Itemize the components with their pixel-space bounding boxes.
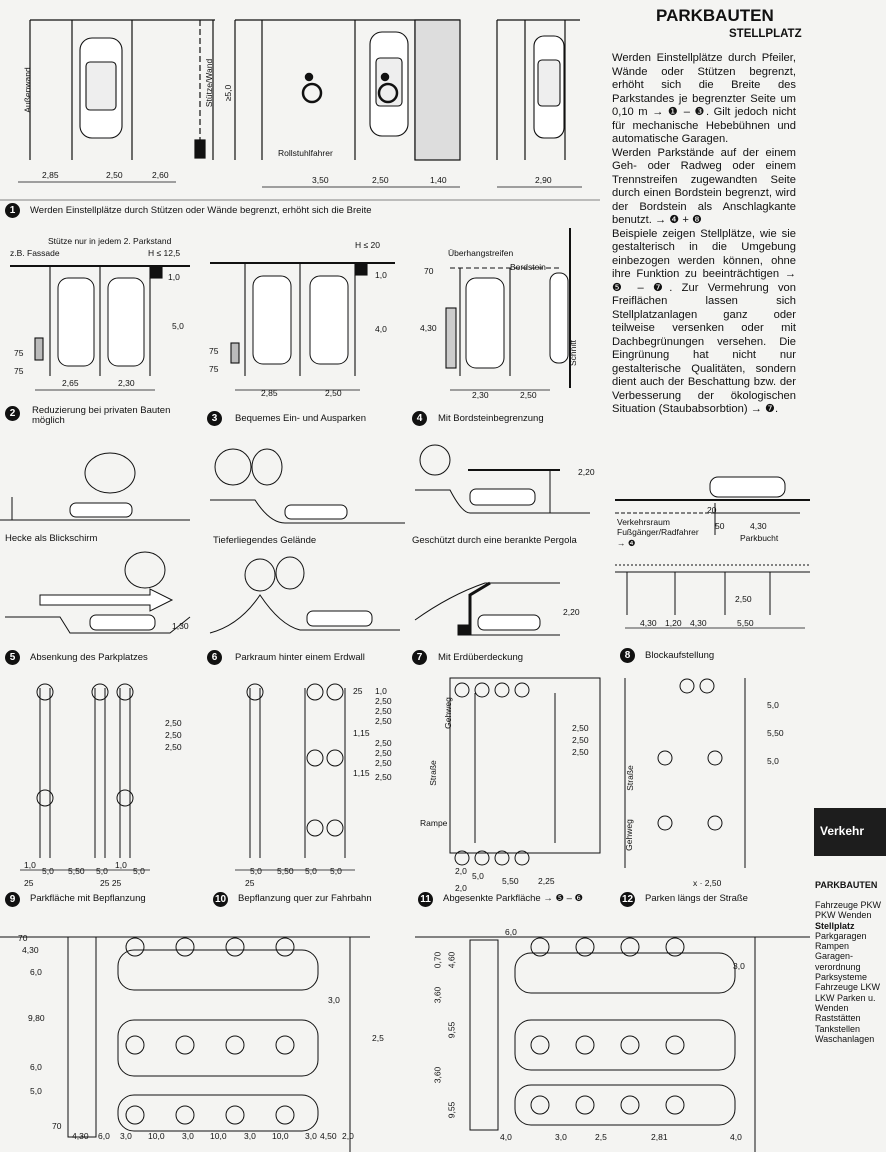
dim: 4,0 xyxy=(375,324,387,334)
wheelchair-label: Rollstuhlfahrer xyxy=(278,148,333,158)
figure-number: 4 xyxy=(412,411,427,426)
dim: 2,20 xyxy=(578,467,595,477)
sketch-caption: Hecke als Blickschirm xyxy=(5,533,98,544)
dim: 3,0 xyxy=(328,995,340,1005)
dim: 70 xyxy=(52,1121,62,1131)
dim: 1,0 xyxy=(168,272,180,282)
figure-number: 10 xyxy=(214,894,227,905)
side-nav-item[interactable]: Parkgaragen xyxy=(815,930,867,941)
figure-10 xyxy=(205,678,405,908)
sketch-drawing xyxy=(205,445,405,545)
dim: 2,50 xyxy=(375,758,392,768)
side-nav-heading: PARKBAUTEN xyxy=(815,880,878,890)
dim: 9,55 xyxy=(446,1021,457,1039)
dim: 10,0 xyxy=(210,1131,227,1141)
dim: 2,5 xyxy=(595,1132,607,1142)
figure-number: 9 xyxy=(5,892,20,907)
traffic-label: Verkehrsraum xyxy=(617,517,670,527)
figure-number: 11 xyxy=(418,892,433,907)
dim: 70 xyxy=(424,266,434,276)
dim: 4,30 xyxy=(690,618,707,628)
sketch-bay-section xyxy=(615,455,810,565)
body-text xyxy=(612,52,796,417)
dim: 5,0 xyxy=(472,871,484,881)
dim: 5,50 xyxy=(737,618,754,628)
dim: 3,0 xyxy=(305,1131,317,1141)
dim: 5,0 xyxy=(767,700,779,710)
sketch-hedge xyxy=(0,445,200,545)
dim: 2,20 xyxy=(563,607,580,617)
figure-caption: Werden Einstellplätze durch Stützen oder Wände begrenzt, erhöht sich die Breite xyxy=(30,205,372,216)
dim: 1,0 xyxy=(24,860,36,870)
figure-4 xyxy=(410,228,605,428)
dim: 3,0 xyxy=(182,1131,194,1141)
dim: 2,50 xyxy=(372,175,389,185)
side-nav-item[interactable]: Rampen xyxy=(815,941,850,952)
dim: 2,50 xyxy=(375,706,392,716)
side-nav-item[interactable]: PKW Wenden xyxy=(815,910,872,921)
dim: 2,65 xyxy=(62,378,79,388)
dim: 4,30 xyxy=(420,323,437,333)
dim: 10,0 xyxy=(148,1131,165,1141)
height-label: ≥5,0 xyxy=(223,84,234,102)
figure-number: 8 xyxy=(620,648,635,663)
dim: 5,0 xyxy=(250,866,262,876)
dim: x · 2,50 xyxy=(693,878,722,888)
chapter-tab-label: Verkehr xyxy=(820,824,865,838)
dim: 5,0 xyxy=(767,756,779,766)
dim: 5,50 xyxy=(502,876,519,886)
dim: 2,50 xyxy=(572,723,589,733)
chapter-tab[interactable] xyxy=(814,808,886,856)
dim: 2,25 xyxy=(538,876,555,886)
figure-number: 3 xyxy=(207,411,222,426)
dim: 20 xyxy=(707,505,717,515)
pedestrian-label: Fußgänger/Radfahrer xyxy=(617,527,699,537)
figure-number: 7 xyxy=(412,650,427,665)
dim: 2,81 xyxy=(651,1132,668,1142)
dim: 4,30 xyxy=(22,945,39,955)
figure-number: 1 xyxy=(5,203,20,218)
side-nav-item[interactable]: verordnung xyxy=(815,961,861,972)
curb-label: Bordstein xyxy=(510,262,546,272)
tree-icon xyxy=(531,938,684,1114)
note-label: Stütze nur in jedem 2. Parkstand xyxy=(48,236,172,246)
dim: 2,50 xyxy=(375,696,392,706)
body-paragraph: Werden Einstellplätze durch Pfeiler, Wände oder Stützen begrenzt, erhöht sich die Breite des Parkstandes je begrenzter Seite um 0,10 m → ❶ – ❸. Gilt jedoch nicht für mechanische Hebebühnen und automatische Garagen. xyxy=(612,52,796,145)
dim: 3,60 xyxy=(432,1066,443,1084)
dim: 2,50 xyxy=(735,594,752,604)
height-label: H ≤ 20 xyxy=(355,240,380,250)
dim: 75 xyxy=(14,366,24,376)
figure-1 xyxy=(0,0,600,225)
dim: 2,50 xyxy=(106,170,123,180)
sketch-caption: Tieferliegendes Gelände xyxy=(213,535,317,546)
dim: 2,50 xyxy=(572,735,589,745)
dim: 25 xyxy=(24,878,34,888)
tree-icon xyxy=(37,684,133,806)
dim: 2,50 xyxy=(375,716,392,726)
dim: 5,0 xyxy=(96,866,108,876)
side-nav-item-current[interactable]: Stellplatz xyxy=(815,920,855,931)
figure-2 xyxy=(0,228,200,428)
sketch-pergola xyxy=(410,445,610,545)
dim: 2,50 xyxy=(572,747,589,757)
dim: 75 xyxy=(209,346,219,356)
dim: 6,0 xyxy=(98,1131,110,1141)
figure-6 xyxy=(205,555,405,670)
dim: 2,30 xyxy=(472,390,489,400)
figure-caption: Reduzierung bei privaten Bauten möglich xyxy=(32,405,171,426)
side-nav xyxy=(815,900,881,1044)
side-nav-item[interactable]: Raststätten xyxy=(815,1013,861,1024)
figure-caption: Bepflanzung quer zur Fahrbahn xyxy=(238,893,372,904)
dim: 2,85 xyxy=(42,170,59,180)
dim: 75 xyxy=(209,364,219,374)
dim: 4,0 xyxy=(500,1132,512,1142)
dim: 0,70 xyxy=(432,951,443,969)
tree-icon xyxy=(658,679,722,830)
dim: 5,0 xyxy=(172,321,184,331)
dim: 1,15 xyxy=(353,728,370,738)
figure-13-drawing xyxy=(0,925,395,1152)
dim: 3,0 xyxy=(244,1131,256,1141)
dim: 1,20 xyxy=(665,618,682,628)
dim: 2,50 xyxy=(165,718,182,728)
sidewalk-label: Gehweg xyxy=(623,819,634,851)
tree-icon xyxy=(126,938,294,1124)
dim: 6,0 xyxy=(30,967,42,977)
figure-number: 6 xyxy=(207,650,222,665)
car-icon xyxy=(466,273,568,368)
body-paragraph: Beispiele zeigen Stellplätze, wie sie gestalterisch in die Umgebung einbezogen werden können, ohne ihre Funktion zu beeinträchtigen → ❺ – ❼. Zur Vermehrung von Freiflächen lassen sich Stellplatzanlagen ganz oder teilweise versenken oder mit Dachbegrünungen versehen. Die Eingrünung hat nicht nur gestalterische Qualitäten, sondern dient auch der Beschattung bzw. der Verbesserung der ökologischen Situation (Staubabsorbtion) → ❼. xyxy=(612,227,796,415)
figure-number: 2 xyxy=(5,406,20,421)
sketch-drawing xyxy=(410,445,610,545)
dim: 2,0 xyxy=(455,866,467,876)
figure-caption: Abgesenkte Parkfläche → ❺ – ❻ xyxy=(443,893,584,904)
dim: 75 xyxy=(14,348,24,358)
figure-caption: Mit Bordsteinbegrenzung xyxy=(438,413,544,424)
dim: 2,5 xyxy=(372,1033,384,1043)
dim: 6,0 xyxy=(505,927,517,937)
dim: 2,50 xyxy=(375,738,392,748)
figure-caption: Absenkung des Parkplatzes xyxy=(30,652,148,663)
dim: 5,0 xyxy=(133,866,145,876)
dim: 1,0 xyxy=(375,270,387,280)
dim: 1,40 xyxy=(430,175,447,185)
side-nav-item[interactable]: Garagen- xyxy=(815,951,854,962)
figure-caption: Bequemes Ein- und Ausparken xyxy=(235,413,366,424)
car-icon xyxy=(58,278,144,366)
dim: 3,0 xyxy=(555,1132,567,1142)
street-label: Straße xyxy=(624,765,635,791)
dim: 2,0 xyxy=(342,1131,354,1141)
figure-9 xyxy=(0,678,200,908)
dim: 2,30 xyxy=(118,378,135,388)
figure-1-drawing xyxy=(0,0,600,225)
dim: 4,0 xyxy=(730,1132,742,1142)
figure-13 xyxy=(0,925,395,1152)
page-subtitle: STELLPLATZ xyxy=(729,28,802,40)
side-nav-item[interactable]: Waschanlagen xyxy=(815,1033,875,1044)
dim: 25 25 xyxy=(100,878,122,888)
sketch-caption: Geschützt durch eine berankte Pergola xyxy=(412,535,577,546)
figure-5 xyxy=(0,555,200,670)
page-title: PARKBAUTEN xyxy=(656,6,774,25)
dim: 1,0 xyxy=(375,686,387,696)
side-nav-item[interactable]: Wenden xyxy=(815,1002,849,1013)
figure-11-drawing xyxy=(410,678,610,908)
figure-4-drawing xyxy=(410,228,605,428)
dim: 2,50 xyxy=(375,748,392,758)
tree-icon xyxy=(247,684,343,836)
dim: 2,0 xyxy=(455,883,467,893)
figure-3 xyxy=(205,228,405,428)
section-label: Schnitt xyxy=(568,340,578,366)
dim: 4,50 xyxy=(320,1131,337,1141)
side-nav-item[interactable]: Tankstellen xyxy=(815,1023,861,1034)
dim: 10,0 xyxy=(272,1131,289,1141)
figure-7 xyxy=(410,555,610,670)
dim: 1,0 xyxy=(115,860,127,870)
figure-14 xyxy=(415,925,810,1152)
figure-number: 5 xyxy=(5,650,20,665)
dim: 2,60 xyxy=(152,170,169,180)
dim: 3,0 xyxy=(733,961,745,971)
dim: 70 xyxy=(18,933,28,943)
dim: 5,50 xyxy=(68,866,85,876)
sidewalk-label: Gehweg xyxy=(442,697,453,729)
reference-label: → ❹ xyxy=(617,538,636,548)
street-label: Straße xyxy=(427,760,438,786)
overhang-label: Überhangstreifen xyxy=(448,248,514,258)
figure-caption: Parkraum hinter einem Erdwall xyxy=(235,652,365,663)
figure-number: 12 xyxy=(621,894,634,905)
dim: 4,60 xyxy=(446,951,457,969)
side-nav-item[interactable]: Parksysteme xyxy=(815,972,868,983)
dim: 9,80 xyxy=(28,1013,45,1023)
dim: 3,60 xyxy=(432,986,443,1004)
side-nav-item[interactable]: Fahrzeuge LKW xyxy=(815,982,881,993)
body-paragraph: Werden Parkstände auf der einem Geh- oder Radweg oder einem Trennstreifen zugewandten Seite durch einen Bordstein begrenzt, wird der Bordstein als Anschlagkante benutzt. → ❹ + ❽ xyxy=(612,146,796,226)
dim: 2,50 xyxy=(165,730,182,740)
dim: 5,0 xyxy=(42,866,54,876)
figure-12 xyxy=(615,678,810,908)
dim: 2,85 xyxy=(261,388,278,398)
figure-12-drawing xyxy=(615,678,810,908)
sketch-drawing xyxy=(0,445,200,545)
dim: 5,50 xyxy=(277,866,294,876)
dim: 2,90 xyxy=(535,175,552,185)
dim: 1,30 xyxy=(172,621,189,631)
post-label: Stütze/Wand xyxy=(204,58,215,108)
height-label: H ≤ 12,5 xyxy=(148,248,181,258)
dim: 6,0 xyxy=(30,1062,42,1072)
dim: 25 xyxy=(353,686,363,696)
ramp-label: Rampe xyxy=(420,818,448,828)
dim: 3,50 xyxy=(312,175,329,185)
side-nav-item[interactable]: Fahrzeuge PKW xyxy=(815,900,882,910)
figure-8 xyxy=(615,560,810,670)
dim: 5,0 xyxy=(305,866,317,876)
figure-14-drawing xyxy=(415,925,810,1152)
dim: 3,0 xyxy=(120,1131,132,1141)
dim: 2,50 xyxy=(325,388,342,398)
wall-label: Außenwand xyxy=(22,67,33,113)
figure-11 xyxy=(410,678,610,908)
bay-label: Parkbucht xyxy=(740,533,779,543)
dim: 25 xyxy=(245,878,255,888)
side-nav-item[interactable]: LKW Parken u. xyxy=(815,992,876,1003)
dim: 2,50 xyxy=(520,390,537,400)
dim: 5,0 xyxy=(330,866,342,876)
dim: 1,15 xyxy=(353,768,370,778)
sketch-lower-ground xyxy=(205,445,405,545)
figure-caption: Blockaufstellung xyxy=(645,650,715,661)
dim: 4,30 xyxy=(72,1131,89,1141)
dim: 9,55 xyxy=(446,1101,457,1119)
dim: 4,30 xyxy=(640,618,657,628)
dim: 2,50 xyxy=(165,742,182,752)
dim: 2,50 xyxy=(375,772,392,782)
figure-caption: Parken längs der Straße xyxy=(645,893,748,904)
figure-caption: Parkfläche mit Bepflanzung xyxy=(30,893,146,904)
figure-2-drawing xyxy=(0,228,200,428)
dim: 50 xyxy=(715,521,725,531)
tree-icon xyxy=(455,683,529,865)
dim: 5,50 xyxy=(767,728,784,738)
dim: 5,0 xyxy=(30,1086,42,1096)
dim: 4,30 xyxy=(750,521,767,531)
car-icon xyxy=(80,32,564,138)
figure-caption: Mit Erdüberdeckung xyxy=(438,652,524,663)
facade-label: z.B. Fassade xyxy=(10,248,60,258)
